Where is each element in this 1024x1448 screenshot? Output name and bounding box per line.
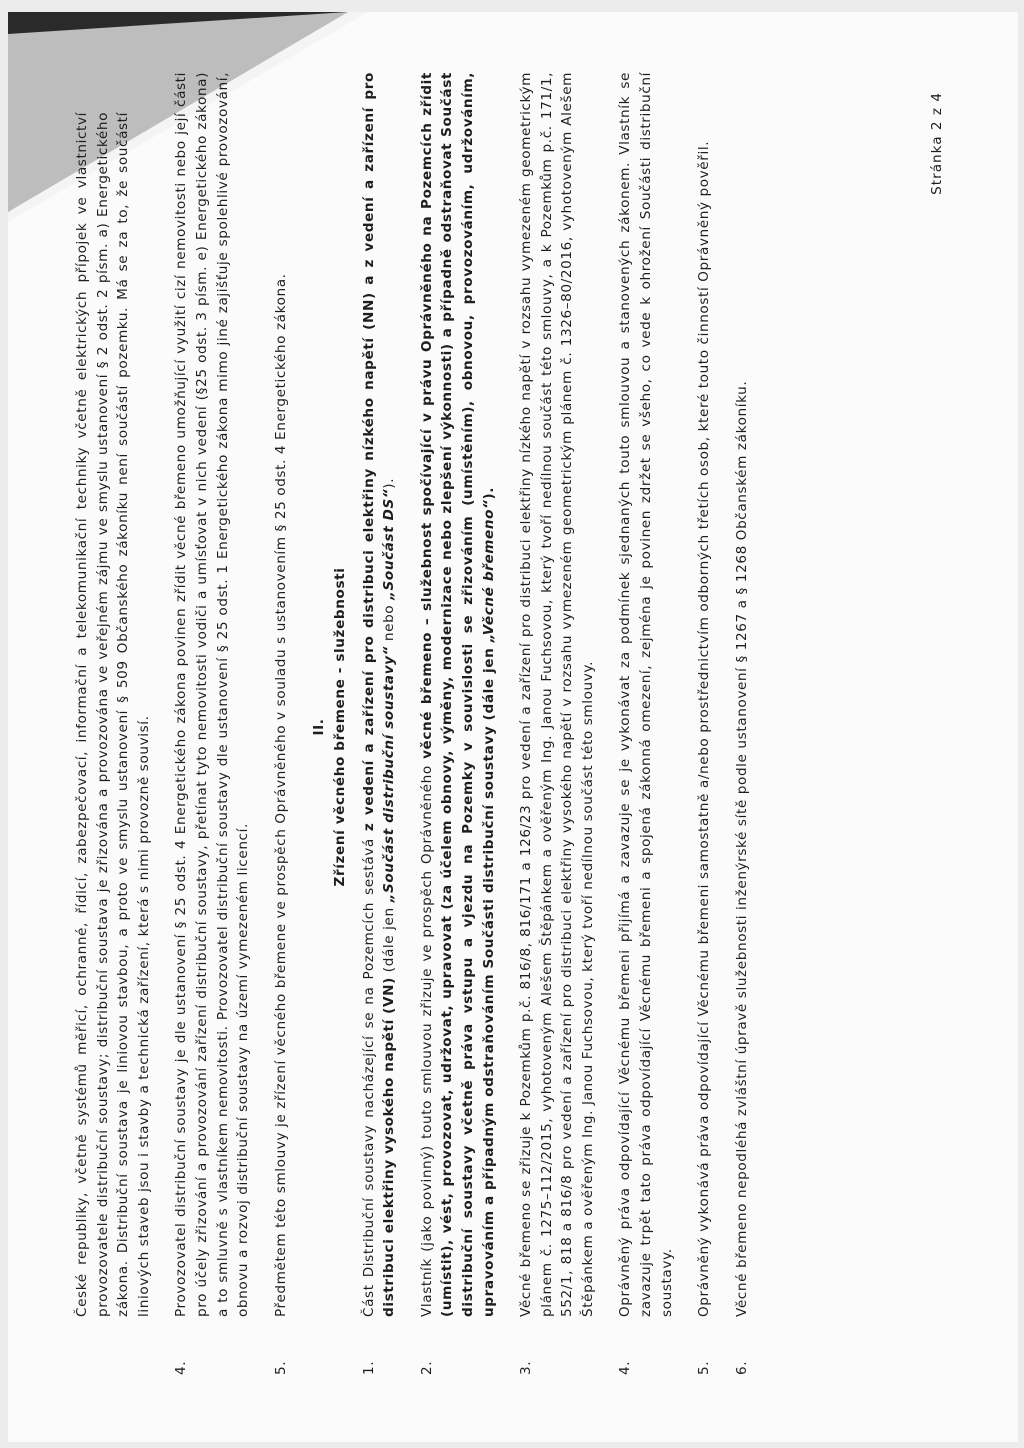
clause-text: Věcné břemeno nepodléhá zvláštní úpravě služebnosti inženýrské sítě podle ustanovení § 1267 a § 1268 Občanském zákoníku. — [733, 380, 750, 1317]
clause-2-5 — [694, 32, 715, 1422]
rotated-document — [38, 32, 988, 1422]
clause-number: 3. — [518, 1360, 535, 1375]
clause-number: 4. — [617, 1360, 634, 1375]
clause-number: 6. — [733, 1360, 750, 1375]
clause-2-1 — [359, 32, 400, 1422]
clause-number: 2. — [418, 1360, 435, 1375]
clause-2-2 — [417, 32, 499, 1422]
clause-number: 5. — [272, 1360, 289, 1375]
clause-text: Předmětem této smlouvy je zřízení věcného břemene ve prospěch Oprávněného v souladu s ustanovením § 25 odst. 4 Energetického zákona. — [272, 273, 289, 1317]
page-number: Stránka 2 z 4 — [929, 92, 946, 195]
clause-2-3 — [516, 32, 598, 1422]
clause-1-5 — [271, 32, 292, 1422]
clause-2-6 — [732, 32, 753, 1422]
clause-text: Část Distribuční soustavy nacházející se na Pozemcích sestává z vedení a zařízení pro distribuci elektřiny nízkého napětí (NN) a z vedení a zařízení pro distribuci elektřiny vysokého napětí (VN) (dále jen „Součást distribuční soustavy“ nebo „Součást DS“). — [360, 72, 398, 1317]
clause-text: Vlastník (jako povinný) touto smlouvou zřizuje ve prospěch Oprávněného věcné břemeno – služebnost spočívající v právu Oprávněného na Pozemcích zřídit (umístit), vést, provozovat, udržovat, upravovat (za účelem obnovy, výměny, modernizace nebo zlepšení výkonnosti) a případně odstraňovat Součást distribuční soustavy včetně práva vstupu a vjezdu na Pozemky v souvislosti se zřizováním (umístěním), obnovou, provozováním, udržováním, upravováním a případným odstraňováním Součásti distribuční soustavy (dále jen „Věcné břemeno“). — [418, 72, 497, 1317]
clause-number: 1. — [360, 1360, 377, 1375]
clause-2-4 — [615, 32, 677, 1422]
clause-text: Oprávněný práva odpovídající Věcnému břemeni přijímá a zavazuje se je vykonávat za podmínek sjednaných touto smlouvou a stanovených zákonem. Vlastník se zavazuje trpět tato práva odpovídající Věcnému břemeni a spojená zákonná omezení, zejména je povinen zdržet se všeho, co vede k ohrožení Součásti distribuční soustavy. — [617, 72, 675, 1317]
section-number: II. — [311, 718, 328, 736]
continuation-paragraph: České republiky, včetně systémů měřicí, ochranné, řídicí, zabezpečovací, informační a telekomunikační techniky včetně elektrických přípojek ve vlastnictví provozovatele distribuční soustavy; distribuční soustava je zřizována a provozována ve veřejném zájmu ve smyslu ustanovení § 2 odst. 2 písm. a) Energetického zákona. Distribuční soustava je liniovou stavbou, a proto ve smyslu ustanovení § 509 Občanského zákoníku není součástí pozemku. Má se za to, že součástí liniových staveb jsou i stavby a technická zařízení, která s nimi provozně souvisí. — [74, 112, 152, 1317]
scanned-page — [8, 12, 1018, 1442]
clause-1-4 — [171, 32, 253, 1422]
clause-number: 4. — [173, 1360, 190, 1375]
clause-number: 5. — [696, 1360, 713, 1375]
clause-text: Věcné břemeno se zřizuje k Pozemkům p.č. 816/8, 816/171 a 126/23 pro vedení a zařízení pro distribuci elektřiny nízkého napětí v rozsahu vymezeném geometrickým plánem č. 1275–112/2015, vyhotoveným Alešem Štěpánkem a ověřeným Ing. Janou Fuchsovou, který tvoří nedílnou součást této smlouvy, a k Pozemkům p.č. 171/1, 552/1, 818 a 816/8 pro vedení a zařízení pro distribuci elektřiny vysokého napětí v rozsahu vymezeném geometrickým plánem č. 1326–80/2016, vyhotoveným Alešem Štěpánkem a ověřeným Ing. Janou Fuchsovou, který tvoří nedílnou součást této smlouvy. — [518, 72, 596, 1317]
section-title: Zřízení věcného břemene - služebnosti — [331, 567, 348, 887]
clause-text: Oprávněný vykonává práva odpovídající Věcnému břemeni samostatně a/nebo prostřednictvím odborných třetích osob, které touto činností Oprávněný pověřil. — [696, 140, 713, 1317]
clause-text: Provozovatel distribuční soustavy je dle ustanovení § 25 odst. 4 Energetického zákona povinen zřídit věcné břemeno umožňující využití cizí nemovitosti nebo její části pro účely zřizování a provozování zařízení distribuční soustavy, přetínat tyto nemovitosti vodiči a umísťovat v nich vedení (§25 odst. 3 písm. e) Energetického zákona) a to smluvně s vlastníkem nemovitosti. Provozovatel distribuční soustavy dle ustanovení § 25 odst. 1 Energetického zákona mimo jiné zajišťuje spolehlivé provozování, obnovu a rozvoj distribuční soustavy na území vymezeném licencí. — [173, 72, 252, 1317]
